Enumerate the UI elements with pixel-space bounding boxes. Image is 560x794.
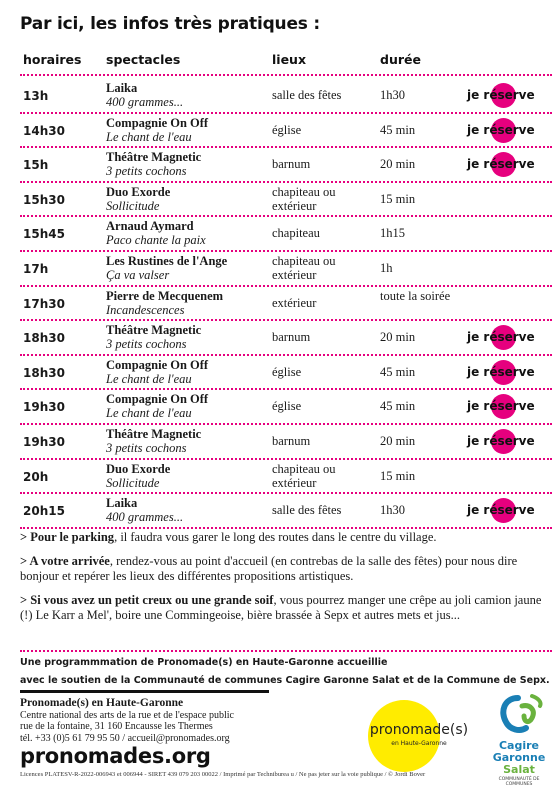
divider — [20, 285, 552, 287]
note-food: > Si vous avez un petit creux ou une grande soif, vous pourrez manger une crêpe au joli camion jaune (!) Le Karr a Mel', boire une Commingeoise, bière brassée à Sepx et autres mets et jus... — [20, 593, 542, 622]
row-show — [106, 358, 208, 386]
divider-bar — [20, 690, 269, 693]
divider — [20, 112, 552, 114]
cagire-logo-text: Cagire Garonne Salat — [492, 739, 546, 776]
row-duration: 20 min — [380, 330, 416, 345]
row-time: 14h30 — [23, 123, 65, 138]
row-piece: 3 petits cochons — [106, 337, 187, 352]
row-company: Laika — [106, 81, 138, 95]
row-duration: 1h — [380, 261, 393, 275]
org-line-1: Centre national des arts de la rue et de l'espace public — [20, 709, 234, 721]
row-place: salle des fêtes — [272, 503, 342, 518]
reserve-link[interactable]: je réserve — [467, 399, 535, 413]
row-time: 15h — [23, 158, 49, 173]
divider — [20, 458, 552, 460]
programme-line-1: Une programmmation de Pronomade(s) en Haute-Garonne accueillie — [20, 657, 388, 668]
row-place: chapiteau ou extérieur — [272, 184, 336, 213]
row-piece: Sollicitude — [106, 198, 160, 213]
header-horaires: horaires — [23, 52, 82, 67]
row-place: barnum — [272, 330, 311, 345]
table-row — [20, 80, 552, 110]
divider — [20, 423, 552, 425]
row-company: Pierre de Mecquenem — [106, 288, 224, 303]
row-piece: Le chant de l'eau — [106, 406, 192, 421]
divider — [20, 319, 552, 321]
org-name: Pronomade(s) en Haute-Garonne — [20, 697, 184, 709]
table-row — [20, 322, 552, 352]
table-row — [20, 288, 552, 318]
practical-notes — [20, 530, 546, 632]
row-company: Théâtre Magnetic — [106, 150, 202, 165]
reserve-link[interactable]: je réserve — [467, 503, 535, 517]
row-duration: 1h30 — [380, 88, 405, 102]
divider — [20, 181, 552, 183]
row-time: 13h — [23, 89, 49, 103]
row-time: 17h — [23, 262, 49, 276]
row-time: 20h15 — [23, 504, 65, 519]
divider — [20, 250, 552, 252]
row-time: 19h30 — [23, 435, 65, 449]
note-arrival: > A votre arrivée, rendez-vous au point d'accueil (en contrebas de la salle des fêtes) pour nous dire bonjour et repérer les lieux des différentes propositions artistiques. — [20, 554, 518, 583]
row-company: Compagnie On Off — [106, 392, 209, 407]
pronomades-logo-text: pronomade(s) — [369, 722, 469, 738]
row-time: 15h45 — [23, 227, 65, 242]
row-show — [106, 185, 170, 213]
row-show — [106, 150, 201, 178]
table-row — [20, 253, 552, 283]
programme-line-2: avec le soutien de la Communauté de communes Cagire Garonne Salat et de la Commune de Sepx. — [20, 675, 550, 686]
row-show — [106, 81, 183, 109]
row-duration: toute la soirée — [380, 288, 451, 303]
row-piece: Paco chante la paix — [106, 233, 206, 248]
row-time: 20h — [23, 469, 49, 484]
row-duration: 1h30 — [380, 503, 405, 518]
organization-info — [20, 698, 280, 744]
row-place: chapiteau — [272, 226, 320, 241]
divider — [20, 650, 552, 652]
reserve-link[interactable]: je réserve — [467, 157, 535, 171]
org-line-2: rue de la fontaine, 31 160 Encausse les Thermes — [20, 721, 213, 732]
row-time: 15h30 — [23, 192, 65, 207]
row-show — [106, 219, 206, 247]
header-spectacles: spectacles — [106, 52, 181, 67]
row-show — [106, 392, 208, 420]
legal-text: Licences PLATESV-R-2022-006943 et 006944 - SIRET 439 079 203 00022 / Imprimé par Techniburea u / Ne pas jeter sur la voie publique / © Jordi Bover — [20, 771, 426, 778]
row-company: Duo Exorde — [106, 461, 171, 476]
row-piece: 3 petits cochons — [106, 441, 187, 455]
row-piece: Le chant de l'eau — [106, 129, 192, 144]
row-duration: 1h15 — [380, 226, 405, 241]
table-row — [20, 218, 552, 248]
table-row — [20, 115, 552, 145]
row-piece: 400 grammes... — [106, 510, 184, 525]
table-row — [20, 149, 552, 179]
row-show — [106, 496, 183, 524]
cagire-logo-sub: COMMUNAUTÉ DE COMMUNES — [498, 777, 540, 787]
divider — [20, 527, 552, 529]
row-show — [106, 323, 201, 351]
cagire-logo-icon — [494, 692, 546, 738]
table-row — [20, 461, 552, 491]
row-place: extérieur — [272, 295, 317, 310]
divider — [20, 354, 552, 356]
row-piece: Ça va valser — [106, 268, 170, 282]
divider — [20, 215, 552, 217]
row-company: Compagnie On Off — [106, 357, 209, 372]
row-place: salle des fêtes — [272, 88, 342, 102]
row-duration: 45 min — [380, 122, 416, 137]
row-company: Arnaud Aymard — [106, 219, 194, 234]
row-time: 18h30 — [23, 331, 65, 346]
row-company: Les Rustines de l'Ange — [106, 254, 228, 268]
row-company: Compagnie On Off — [106, 115, 209, 130]
row-piece: Sollicitude — [106, 475, 160, 490]
row-piece: 3 petits cochons — [106, 164, 187, 179]
row-duration: 45 min — [380, 399, 416, 414]
website-link[interactable]: pronomades.org — [20, 744, 211, 768]
row-company: Théâtre Magnetic — [106, 323, 202, 338]
divider — [20, 388, 552, 390]
row-time: 17h30 — [23, 296, 65, 311]
row-duration: 20 min — [380, 157, 416, 172]
row-place: barnum — [272, 157, 311, 172]
row-place: barnum — [272, 434, 311, 448]
row-show — [106, 254, 227, 282]
reserve-link[interactable]: je réserve — [467, 88, 535, 102]
table-row — [20, 391, 552, 421]
org-line-3[interactable]: tél. +33 (0)5 61 79 95 50 / accueil@pronomades.org — [20, 732, 230, 744]
header-duree: durée — [380, 52, 421, 67]
row-company: Duo Exorde — [106, 184, 171, 199]
row-piece: 400 grammes... — [106, 95, 184, 109]
row-duration: 45 min — [380, 364, 416, 379]
row-show — [106, 289, 223, 317]
table-row — [20, 184, 552, 214]
header-lieux: lieux — [272, 52, 307, 67]
row-place: chapiteau ou extérieur — [272, 254, 336, 282]
row-company: Théâtre Magnetic — [106, 427, 202, 441]
reserve-link[interactable]: je réserve — [467, 330, 535, 344]
page-title: Par ici, les infos très pratiques : — [20, 14, 321, 34]
table-row — [20, 426, 552, 456]
row-duration: 15 min — [380, 191, 416, 206]
divider — [20, 492, 552, 494]
divider — [20, 74, 552, 76]
note-parking: > Pour le parking, il faudra vous garer le long des routes dans le centre du village. — [20, 530, 437, 544]
row-show — [106, 116, 208, 144]
table-row — [20, 495, 552, 525]
reserve-link[interactable]: je réserve — [467, 434, 535, 448]
row-place: église — [272, 364, 302, 379]
divider — [20, 146, 552, 148]
row-piece: Le chant de l'eau — [106, 371, 192, 386]
row-place: église — [272, 122, 302, 137]
reserve-link[interactable]: je réserve — [467, 123, 535, 137]
row-company: Laika — [106, 496, 138, 511]
row-show — [106, 427, 201, 455]
row-duration: 15 min — [380, 468, 416, 483]
row-place: église — [272, 399, 302, 414]
row-time: 18h30 — [23, 365, 65, 380]
row-duration: 20 min — [380, 434, 416, 448]
row-piece: Incandescences — [106, 302, 185, 317]
reserve-link[interactable]: je réserve — [467, 365, 535, 379]
row-time: 19h30 — [23, 400, 65, 415]
pronomades-logo-sub: en Haute-Garonne — [391, 740, 447, 747]
row-place: chapiteau ou extérieur — [272, 461, 336, 490]
table-row — [20, 357, 552, 387]
row-show — [106, 462, 170, 490]
